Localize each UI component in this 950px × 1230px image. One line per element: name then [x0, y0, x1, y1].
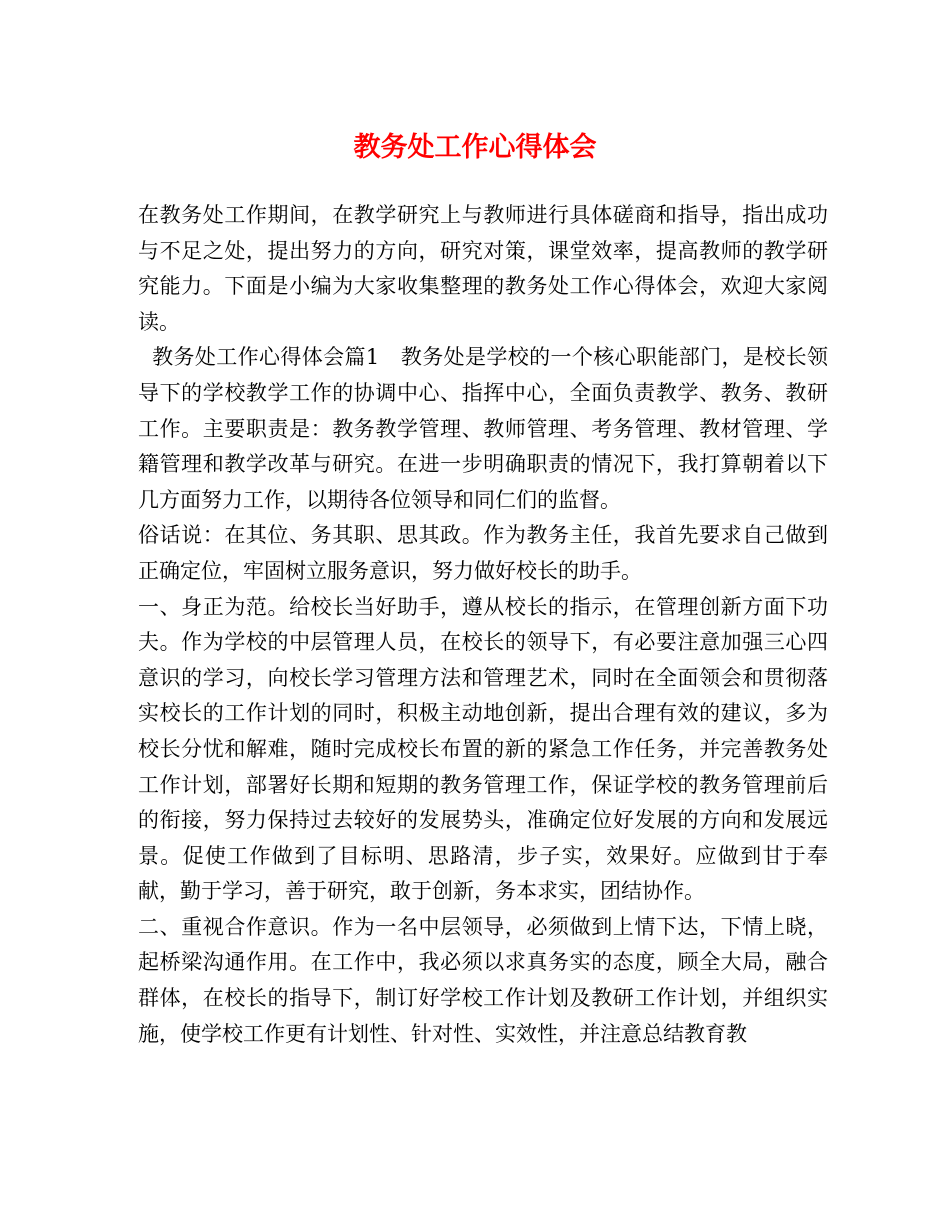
paragraph-intro: 在教务处工作期间，在教学研究上与教师进行具体磋商和指导，指出成功与不足之处，提出努力的方向，研究对策，课堂效率，提高教师的教学研究能力。下面是小编为大家收集整理的教务处工作心得体会，欢迎大家阅读。: [138, 203, 828, 334]
paragraph-point-one: 一、身正为范。给校长当好助手，遵从校长的指示，在管理创新方面下功夫。作为学校的中层管理人员，在校长的领导下，有必要注意加强三心四意识的学习，向校长学习管理方法和管理艺术，同时在全面领会和贯彻落实校长的工作计划的同时，积极主动地创新，提出合理有效的建议，多为校长分忧和解难，随时完成校长布置的新的紧急工作任务，并完善教务处工作计划，部署好长期和短期的教务管理工作，保证学校的教务管理前后的衔接，努力保持过去较好的发展势头，准确定位好发展的方向和发展远景。促使工作做到了目标明、思路清，步子实，效果好。应做到甘于奉献，勤于学习，善于研究，敢于创新，务本求实，团结协作。: [138, 594, 828, 904]
paragraph-part-1: 教务处工作心得体会篇1 教务处是学校的一个核心职能部门，是校长领导下的学校教学工作的协调中心、指挥中心，全面负责教学、教务、教研工作。主要职责是：教务教学管理、教师管理、考务管理、教材管理、学籍管理和教学改革与研究。在进一步明确职责的情况下，我打算朝着以下几方面努力工作，以期待各位领导和同仁们的监督。: [138, 345, 829, 512]
document-body: [138, 198, 828, 1052]
paragraph-saying: 俗话说：在其位、务其职、思其政。作为教务主任，我首先要求自己做到正确定位，牢固树立服务意识，努力做好校长的助手。: [138, 523, 828, 583]
paragraph-point-two: 二、重视合作意识。作为一名中层领导，必须做到上情下达，下情上晓，起桥梁沟通作用。在工作中，我必须以求真务实的态度，顾全大局，融合群体，在校长的指导下，制订好学校工作计划及教研工作计划，并组织实施，使学校工作更有计划性、针对性、实效性，并注意总结教育教: [138, 914, 828, 1046]
document-title: 教务处工作心得体会: [353, 132, 597, 163]
